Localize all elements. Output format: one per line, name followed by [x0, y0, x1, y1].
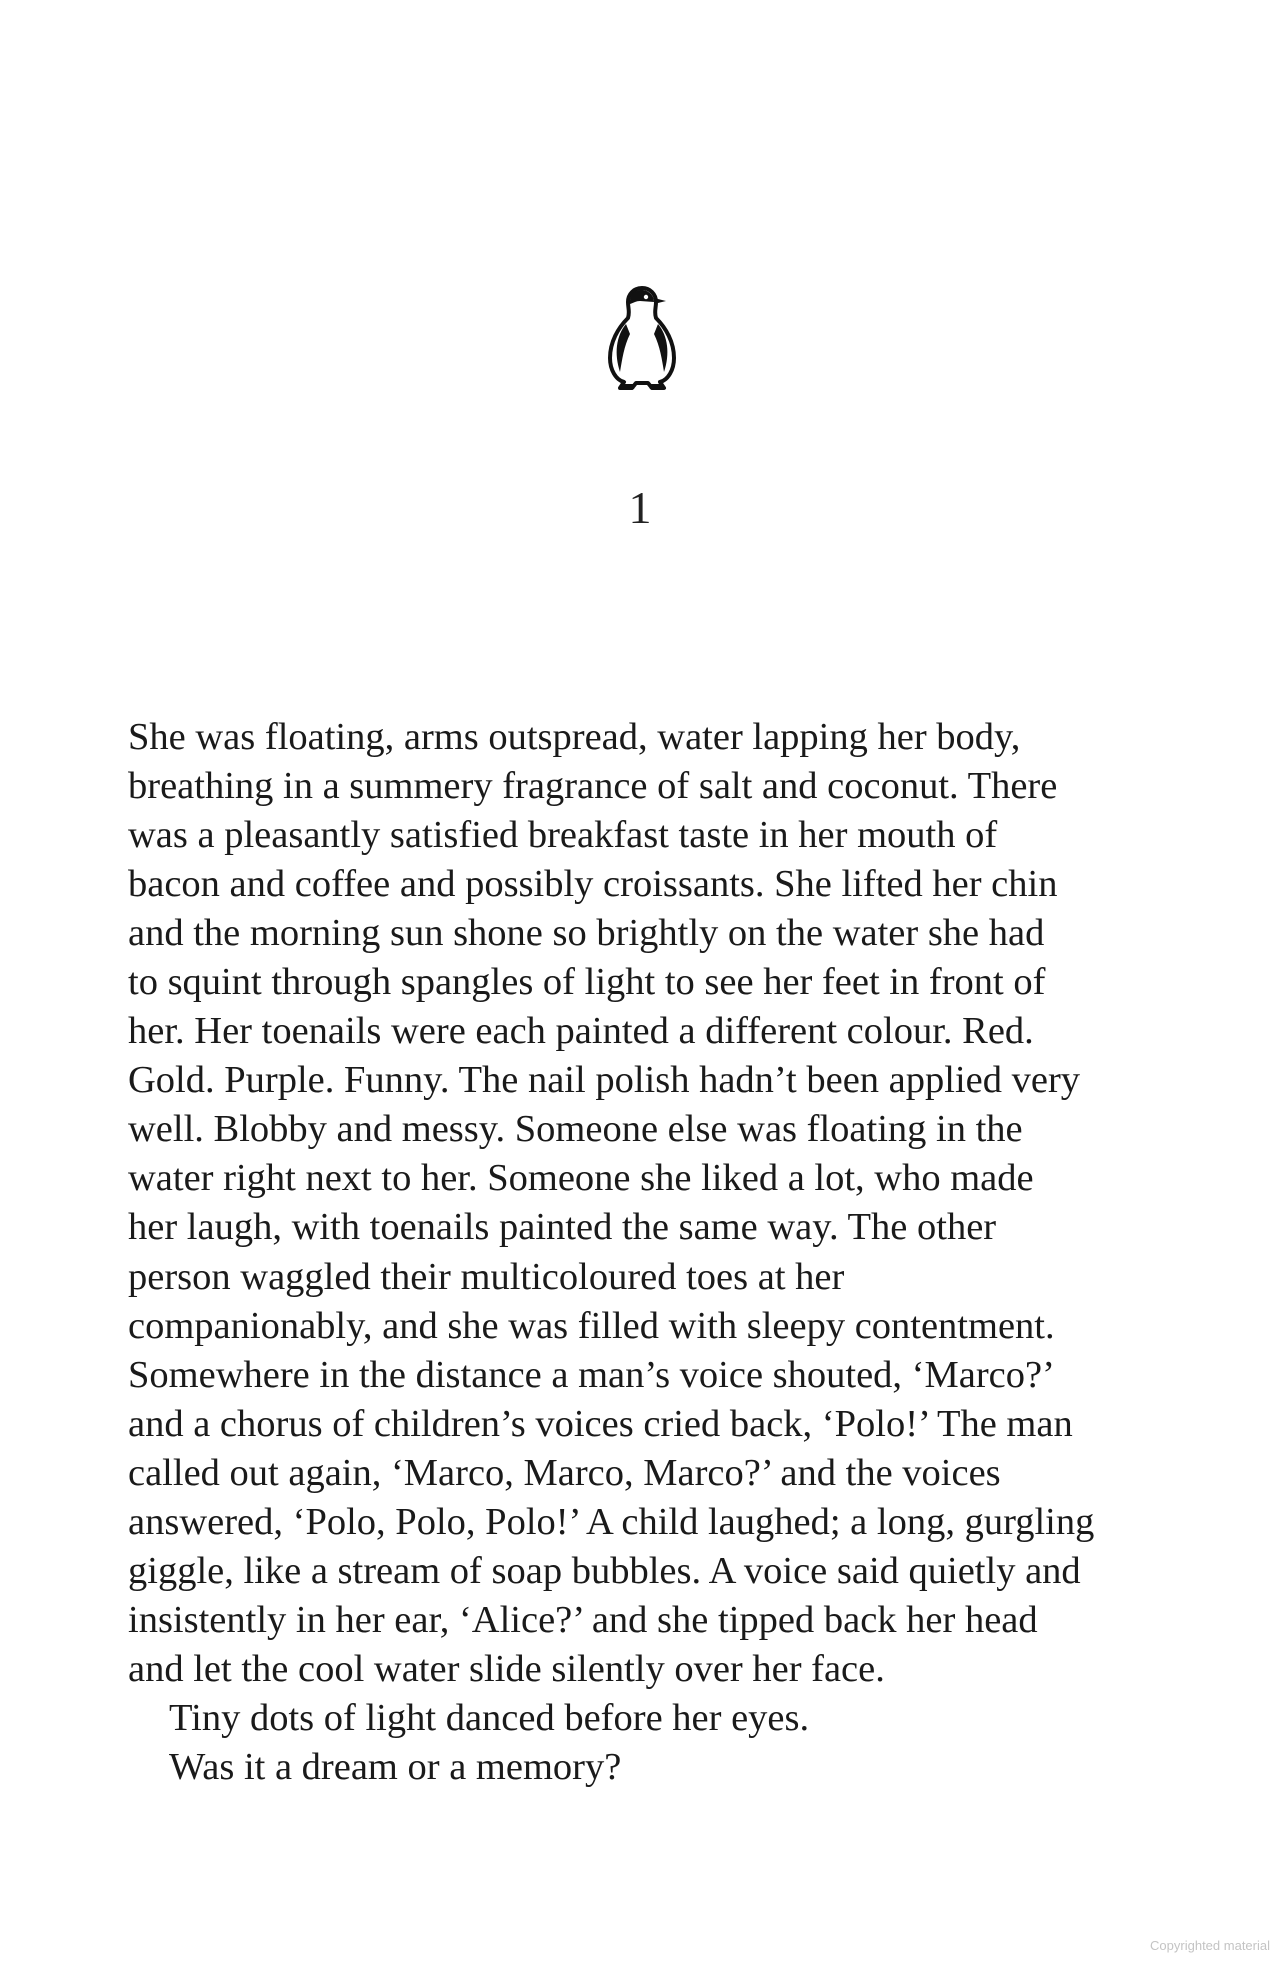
text-line: giggle, like a stream of soap bubbles. A voice said quietly and [128, 1549, 1081, 1592]
paragraph [128, 713, 1188, 1694]
text-line: and a chorus of children’s voices cried back, ‘Polo!’ The man [128, 1402, 1073, 1445]
text-line: person waggled their multicoloured toes at her [128, 1255, 845, 1298]
chapter-text [128, 713, 1188, 1792]
text-line: to squint through spangles of light to see her feet in front of [128, 961, 1046, 1004]
text-line: Gold. Purple. Funny. The nail polish hadn’t been applied very [128, 1059, 1081, 1102]
text-line: companionably, and she was filled with sleepy contentment. [128, 1304, 1055, 1347]
text-line: She was floating, arms outspread, water lapping her body, [128, 716, 1021, 758]
text-line: breathing in a summery fragrance of salt and coconut. There [128, 765, 1058, 808]
text-line: well. Blobby and messy. Someone else was floating in the [128, 1108, 1023, 1151]
text-line: her. Her toenails were each painted a different colour. Red. [128, 1010, 1034, 1053]
paragraph [128, 1743, 1188, 1792]
text-line: called out again, ‘Marco, Marco, Marco?’ and the voices [128, 1451, 1001, 1494]
text-line: water right next to her. Someone she liked a lot, who made [128, 1157, 1034, 1200]
text-line: Somewhere in the distance a man’s voice shouted, ‘Marco?’ [128, 1353, 1055, 1396]
text-line: was a pleasantly satisfied breakfast taste in her mouth of [128, 814, 998, 857]
text-line: answered, ‘Polo, Polo, Polo!’ A child laughed; a long, gurgling [128, 1500, 1095, 1543]
text-line: and let the cool water slide silently over her face. [128, 1647, 885, 1690]
text-line: and the morning sun shone so brightly on the water she had [128, 912, 1045, 955]
paragraph [128, 1694, 1188, 1743]
text-line: her laugh, with toenails painted the same way. The other [128, 1206, 997, 1249]
copyright-notice: Copyrighted material [1150, 1938, 1270, 1953]
penguin-icon [600, 284, 684, 392]
text-line: Tiny dots of light danced before her eyes. [169, 1696, 810, 1739]
text-line: Was it a dream or a memory? [169, 1745, 622, 1788]
text-line: insistently in her ear, ‘Alice?’ and she tipped back her head [128, 1598, 1038, 1641]
text-line: bacon and coffee and possibly croissants. She lifted her chin [128, 863, 1058, 906]
chapter-number: 1 [628, 482, 652, 533]
